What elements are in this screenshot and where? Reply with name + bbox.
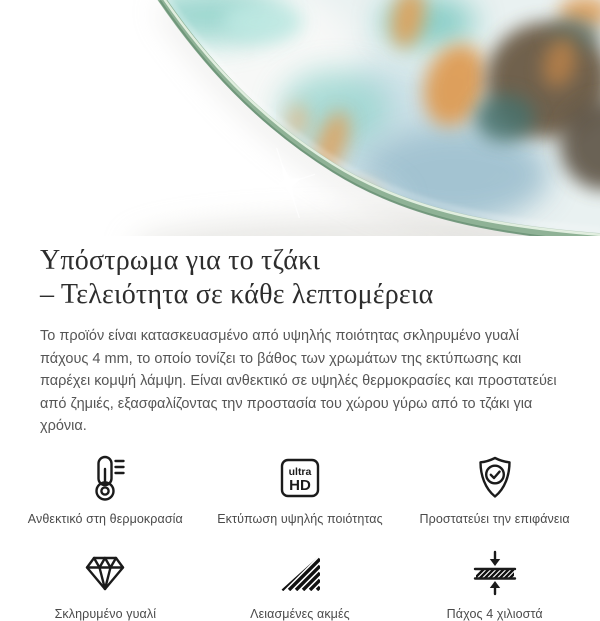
feature-grid xyxy=(0,455,600,621)
marble-print-surface xyxy=(0,0,600,236)
feature-surface-protection xyxy=(397,455,592,526)
feature-label: Σκληρυμένο γυαλί xyxy=(54,606,157,621)
product-description: Το προϊόν είναι κατασκευασμένο από υψηλής ποιότητας σκληρυμένο γυαλί πάχους 4 mm, το οποίο τονίζει το βάθος των χρωμάτων της εκτύπωσης και παρέχει κομψή λάμψη. Είναι ανθεκτικό σε υψηλές θερμοκρασίες και προστατεύει από ζημιές, εξασφαλίζοντας την προστασία του χώρου γύρω από το τζάκι για χρόνια. xyxy=(40,328,557,434)
diamond-icon xyxy=(82,550,128,596)
feature-polished-edges xyxy=(203,550,398,621)
ultra-hd-badge-top: ultra xyxy=(288,465,312,478)
feature-label: Πάχος 4 χιλιοστά xyxy=(446,606,543,621)
feature-label: Ανθεκτικό στη θερμοκρασία xyxy=(27,511,183,526)
page-title xyxy=(40,244,560,312)
shield-check-icon xyxy=(471,455,519,501)
thermometer-icon xyxy=(82,455,128,501)
ultra-hd-badge-bottom: HD xyxy=(289,476,311,494)
polished-edges-icon xyxy=(277,550,323,596)
feature-label: Λειασμένες ακμές xyxy=(250,606,350,621)
feature-label: Προστατεύει την επιφάνεια xyxy=(419,511,570,526)
feature-label: Εκτύπωση υψηλής ποιότητας xyxy=(217,511,383,526)
feature-heat-resistant xyxy=(8,455,203,526)
thickness-icon xyxy=(472,550,518,596)
product-hero-image xyxy=(0,0,600,236)
page-title-line1: Υπόστρωμα για το τζάκι xyxy=(40,245,321,276)
feature-ultra-hd-print xyxy=(203,455,398,526)
ultra-hd-icon xyxy=(278,455,322,501)
page-title-line2: – Τελειότητα σε κάθε λεπτομέρεια xyxy=(40,279,434,310)
feature-thickness xyxy=(397,550,592,621)
feature-tempered-glass xyxy=(8,550,203,621)
glass-panel-illustration xyxy=(0,0,600,236)
